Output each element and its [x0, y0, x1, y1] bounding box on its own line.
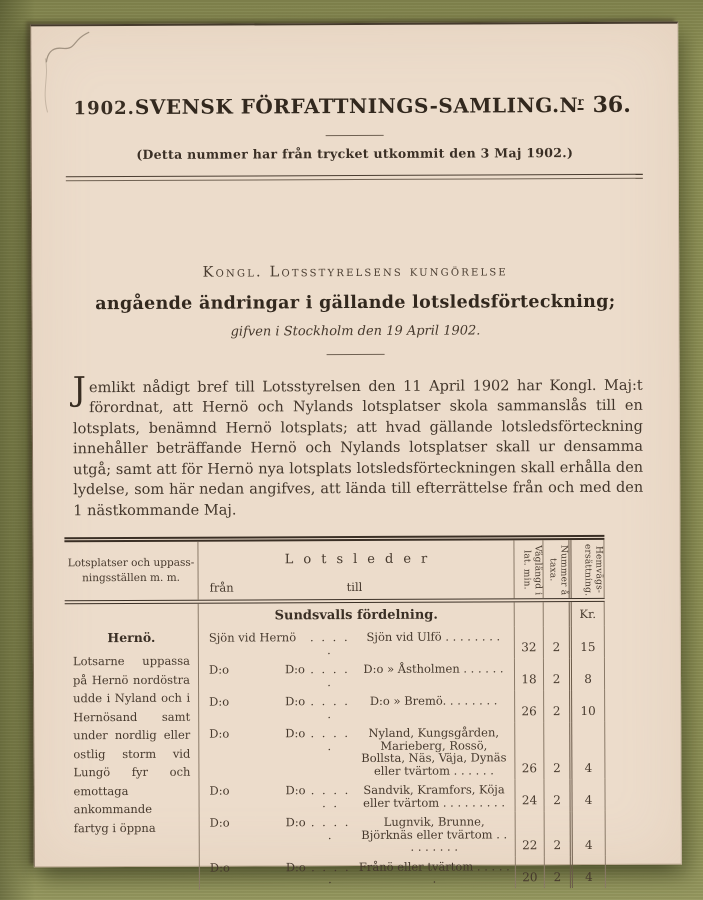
- till-cell: Sjön vid Ulfö . . . . . . . .: [366, 629, 501, 644]
- lotsleder-table: [64, 535, 606, 890]
- miles-cell: 32: [515, 626, 544, 658]
- notice-body-text: emlikt nådigt bref till Lotsstyrelsen den 11 April 1902 har Kongl. Maj:t förordnat, att Hernö och Nylands lotsplatser skola sammanslås till en lotsplats, benämnd Hernö lotsplats; att hvad gällande lotsledsförteckning innehåller beträffande Hernö och Nylands lotsplatser skall ur densamma utgå; samt att för Hernö nya lotsplats lotsledsförteckningen skall erhålla den lydelse, som här nedan angifves, att lända till efterrättelse från och med den 1 nästkommande Maj.: [72, 377, 644, 519]
- notice-body: [72, 368, 644, 521]
- kr-unit-label: Kr.: [572, 602, 605, 626]
- header-hemvagsersattning: [571, 540, 604, 598]
- section-header: [199, 602, 515, 627]
- taxa-cell: 2: [544, 658, 572, 690]
- kr-cell: 8: [572, 658, 605, 690]
- till-cell: D:o » Åstholmen . . . . . .: [363, 661, 504, 676]
- notice-kicker: Kongl. Lotsstyrelsens kungörelse: [202, 262, 508, 281]
- taxa-cell: 2: [545, 811, 573, 856]
- fran-cell: D:o D:o: [209, 694, 306, 709]
- miles-cell: 20: [516, 856, 545, 888]
- leader-dots: . . . . . .: [310, 783, 351, 810]
- table-row: [199, 690, 515, 723]
- miles-cell: 22: [516, 811, 545, 856]
- kr-cell: 4: [572, 722, 605, 779]
- header-fran-label: från: [209, 580, 234, 595]
- leader-dots: . . . . .: [310, 694, 350, 721]
- leader-dots: . . . . .: [310, 662, 350, 689]
- kr-cell: 4: [572, 779, 605, 811]
- miles-cell: 26: [515, 690, 544, 722]
- divider-short-2: [327, 353, 385, 354]
- taxa-cell: 2: [544, 626, 572, 658]
- taxa-cell: 2: [545, 856, 573, 888]
- document-page: [30, 22, 682, 887]
- miles-cell: 18: [515, 658, 544, 690]
- miles-cell: 24: [515, 779, 544, 811]
- till-cell: Frånö eller tvärtom . . . . . .: [358, 858, 510, 886]
- masthead: [73, 91, 631, 120]
- table-row: [199, 779, 515, 812]
- leader-dots: . . . . .: [310, 815, 351, 842]
- table-body: [65, 602, 606, 890]
- miles-cell: 26: [515, 722, 544, 779]
- notice-dateline: gifven i Stockholm den 19 April 1902.: [230, 322, 481, 340]
- taxa-cell: 2: [544, 779, 572, 811]
- drop-cap-initial: J: [72, 368, 87, 408]
- table-row: [200, 856, 516, 889]
- place-title: Hernö.: [107, 629, 156, 646]
- fran-cell: D:o D:o: [209, 859, 306, 875]
- issue-n: N: [559, 93, 578, 118]
- release-note: (Detta nummer har från trycket utkommit den 3 Maj 1902.): [136, 145, 574, 162]
- header-lotsleder-title: Lotsleder: [284, 551, 438, 568]
- table-header-row: [64, 540, 604, 604]
- kr-cell: 15: [572, 626, 605, 658]
- till-cell: D:o » Bremö. . . . . . . .: [369, 693, 498, 708]
- taxa-cell: 2: [544, 690, 572, 722]
- table-row: [199, 626, 515, 659]
- fran-cell: Sjön vid Hernö: [208, 630, 297, 645]
- divider-short: [326, 135, 384, 136]
- fran-cell: D:o D:o: [208, 662, 306, 677]
- fran-cell: D:o D:o: [209, 815, 306, 830]
- divider-double: [66, 174, 643, 181]
- issue-r-superscript: r: [577, 95, 584, 109]
- header-lotsplatser: [64, 542, 198, 601]
- header-vaglangd: [514, 540, 543, 598]
- masthead-issue-number: [559, 92, 630, 118]
- kr-cell: 4: [573, 855, 606, 887]
- header-vaglangd-line1: Väglängd i: [532, 545, 543, 596]
- leader-dots: . . . . .: [310, 630, 350, 657]
- leader-dots: . . . . .: [311, 859, 351, 887]
- header-vaglangd-line2: lat. min.: [521, 550, 532, 590]
- place-note: Lotsarne uppassa på Hernö nordöstra udde i Nyland och i Hernösand samt under nordlig eller ostlig storm vid Lungö fyr och emottaga ankommande fartyg i öppna: [72, 653, 191, 835]
- fran-cell: D:o D:o: [209, 726, 306, 741]
- header-hemvags-line2: ersättning.: [582, 543, 593, 597]
- fran-cell: D:o D:o: [209, 783, 306, 798]
- header-lotsplatser-line1: Lotsplatser och uppass-: [67, 556, 195, 570]
- till-cell: Sandvik, Kramfors, Köja eller tvärtom . . . . . . . . .: [363, 782, 506, 810]
- header-lotsleder: [198, 540, 514, 599]
- till-cell: Lugnvik, Brunne, Björknäs eller tvärtom . . . . . . . . .: [361, 814, 508, 854]
- table-row: [199, 722, 515, 780]
- issue-value: 36.: [592, 91, 631, 118]
- kr-cell: 10: [572, 690, 605, 722]
- table-row: [200, 811, 516, 857]
- section-header-text: Sundsvalls fördelning.: [274, 607, 438, 623]
- table-row: [199, 658, 515, 691]
- leader-dots: . . . . .: [310, 726, 351, 753]
- taxa-cell: 2: [544, 722, 572, 779]
- empty-cell: [544, 602, 572, 626]
- masthead-year: 1902.: [73, 97, 135, 120]
- till-cell: Nyland, Kungsgården, Marieberg, Rossö, Bollsta, Näs, Väja, Dynäs eller tvärtom . . . . . .: [361, 725, 507, 778]
- pencil-mark: [37, 28, 107, 128]
- header-lotsplatser-line2: ningsställen m. m.: [82, 571, 181, 585]
- empty-cell: [515, 602, 544, 626]
- masthead-title: SVENSK FÖRFATTNINGS-SAMLING.: [134, 93, 560, 119]
- header-nummer-line2: taxa.: [547, 558, 558, 582]
- header-till-label: till: [346, 579, 363, 595]
- kr-cell: 4: [573, 811, 606, 856]
- header-nummer-taxa: [543, 540, 571, 598]
- header-hemvags-line1: Hemvägs-: [593, 546, 604, 594]
- notice-heading: angående ändringar i gällande lotsledsförteckning;: [95, 291, 616, 314]
- header-nummer-line1: Nummer å: [558, 544, 569, 596]
- place-cell: [65, 604, 200, 890]
